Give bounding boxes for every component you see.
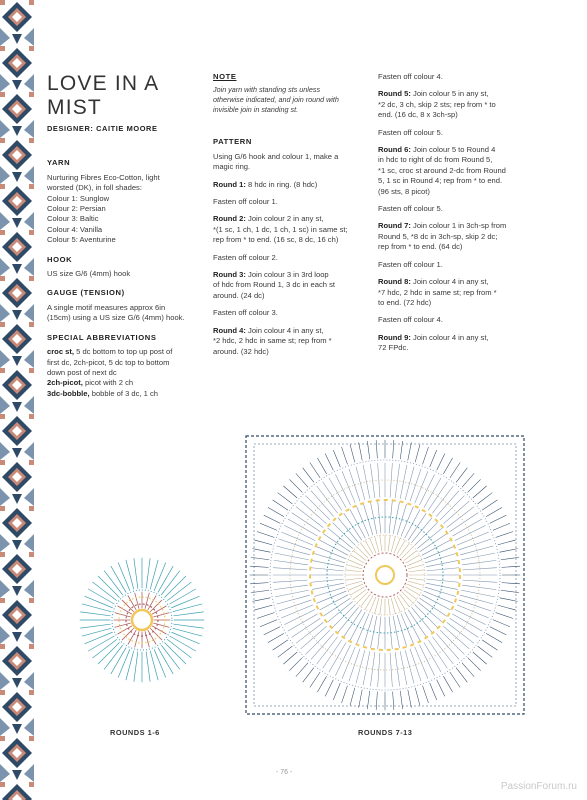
- note-text: [213, 85, 363, 115]
- round-text: Join colour 2 in any st,: [245, 214, 324, 224]
- stitch-stroke: [367, 691, 369, 709]
- round-1: [213, 180, 363, 190]
- stitch-stroke: [342, 472, 355, 503]
- stitch-stroke: [284, 652, 298, 664]
- stitch-stroke: [498, 540, 515, 545]
- round-line: *(1 sc, 1 ch, 1 dc, 1 ch, 1 sc) in same st;: [213, 224, 348, 234]
- stitch-stroke: [279, 539, 311, 550]
- stitch-stroke: [303, 668, 314, 682]
- round-line: in hdc to right of dc from Round 5,: [378, 155, 493, 165]
- stitch-stroke: [134, 559, 138, 589]
- stitch-stroke: [402, 592, 413, 603]
- stitch-stroke: [146, 652, 150, 682]
- stitch-stroke: [430, 683, 437, 700]
- yarn-colour-5: Colour 5: Aventurine: [47, 235, 116, 245]
- fasten-off: Fasten off colour 1.: [213, 197, 278, 207]
- round-line: end. (16 dc, 8 x 3ch-sp): [378, 110, 458, 120]
- stitch-stroke: [493, 523, 510, 530]
- center-ring: [132, 610, 152, 630]
- stitch-stroke: [419, 475, 434, 505]
- stitch-stroke: [349, 469, 360, 501]
- stitch-stroke: [424, 547, 454, 559]
- round-4: [213, 326, 363, 357]
- stitch-stroke: [350, 688, 355, 705]
- large-diagram-label: ROUNDS 7-13: [358, 728, 413, 737]
- fasten-off: Fasten off colour 5.: [378, 127, 443, 137]
- stitch-stroke: [401, 614, 413, 644]
- stitch-stroke: [268, 508, 284, 517]
- stitch-stroke: [478, 493, 492, 504]
- stitch-stroke: [364, 615, 373, 646]
- stitch-stroke: [333, 605, 356, 628]
- stitch-stroke: [170, 589, 196, 604]
- abbreviation-croc-st: [47, 347, 197, 357]
- round-line: *1 sc, croc st around 2-dc from Round: [378, 165, 506, 175]
- stitch-stroke: [409, 578, 425, 580]
- stitch-stroke: [361, 594, 371, 607]
- stitch-stroke: [456, 668, 467, 682]
- stitch-stroke: [353, 551, 366, 561]
- stitch-stroke: [437, 680, 445, 696]
- stitch-stroke: [395, 652, 399, 686]
- stitch-stroke: [363, 465, 370, 498]
- stitch-stroke: [376, 692, 377, 710]
- abbreviation-definition: first dc, 2ch-picot, 5 dc top to bottom: [47, 357, 170, 367]
- round-line: [213, 270, 363, 280]
- abbreviation-term: croc st,: [47, 347, 75, 357]
- stitch-stroke: [410, 469, 421, 501]
- stitch-stroke: [290, 658, 303, 671]
- note-line: invisible join in standing st.: [213, 105, 299, 115]
- yarn-colour-3: Colour 3: Baltic: [47, 214, 99, 224]
- stitch-stroke: [356, 650, 365, 683]
- stitch-stroke: [250, 566, 268, 567]
- yarn-colour-4: Colour 4: Vanilla: [47, 224, 103, 234]
- stitch-stroke: [424, 478, 441, 507]
- abbreviation-definition: picot with 2 ch: [82, 378, 134, 388]
- stitch-stroke: [264, 627, 280, 635]
- stitch-stroke: [444, 458, 453, 474]
- gauge-heading: GAUGE (TENSION): [47, 288, 125, 298]
- stitch-stroke: [367, 441, 369, 459]
- stitch-stroke: [401, 507, 413, 537]
- stitch-stroke: [462, 560, 496, 564]
- round-line: [378, 89, 536, 99]
- hook-heading: HOOK: [47, 254, 73, 264]
- stitch-stroke: [425, 587, 456, 596]
- stitch-stroke: [278, 493, 292, 504]
- round-label: Round 8:: [378, 277, 411, 287]
- stitch-stroke: [408, 690, 412, 708]
- round-text: Join colour 4 in any st,: [410, 332, 489, 342]
- round-line: rep from * to end. (64 dc): [378, 242, 463, 252]
- stitch-stroke: [444, 676, 453, 692]
- gauge-line: (15cm) using a US size G/6 (4mm) hook.: [47, 313, 185, 323]
- stitch-stroke: [329, 478, 346, 507]
- stitch-stroke: [154, 623, 169, 627]
- stitch-stroke: [88, 636, 114, 651]
- stitch-stroke: [253, 598, 271, 602]
- stitch-stroke: [146, 559, 150, 589]
- stitch-stroke: [115, 623, 130, 627]
- round-line: rep from * to end. (16 sc, 8 dc, 16 ch): [213, 235, 339, 245]
- round-text: Join colour 1 in 3ch-sp from: [410, 221, 507, 231]
- stitch-stroke: [415, 605, 438, 628]
- stitch-stroke: [457, 605, 488, 618]
- round-line: of hdc from Round 1, 3 dc in each st: [213, 280, 335, 290]
- yarn-line: worsted (DK), in foll shades:: [47, 183, 142, 193]
- stitch-stroke: [402, 547, 413, 558]
- round-line: [378, 145, 536, 155]
- fasten-off: Fasten off colour 5.: [378, 204, 443, 214]
- round-9: [378, 333, 536, 354]
- stitch-stroke: [404, 590, 417, 600]
- stitch-stroke: [408, 581, 423, 585]
- stitch-stroke: [490, 627, 506, 635]
- designer-credit: DESIGNER: CAITIE MOORE: [47, 124, 158, 133]
- stitch-stroke: [415, 445, 420, 462]
- abbreviation-definition: bobble of 3 dc, 1 ch: [89, 388, 159, 398]
- fasten-off: Fasten off colour 3.: [213, 308, 278, 318]
- yarn-heading: YARN: [47, 158, 71, 168]
- stitch-stroke: [424, 591, 454, 603]
- gauge-text: [47, 303, 197, 324]
- stitch-stroke: [257, 532, 274, 538]
- stitch-stroke: [486, 634, 502, 643]
- intro-line: Using G/6 hook and colour 1, make a: [213, 151, 339, 161]
- round-line: [378, 221, 536, 231]
- abbreviations-list: [47, 347, 197, 399]
- gauge-line: A single motif measures approx 6in: [47, 302, 166, 312]
- stitch-stroke: [277, 546, 310, 555]
- stitch-stroke: [456, 468, 467, 482]
- right-column: [378, 72, 536, 361]
- stitch-stroke: [415, 523, 438, 546]
- round-line: to end. (72 hdc): [378, 297, 432, 307]
- stitch-stroke: [250, 583, 268, 584]
- stitch-stroke: [408, 565, 423, 569]
- stitch-stroke: [318, 458, 327, 474]
- stitch-stroke: [397, 504, 406, 535]
- yarn-details: [47, 173, 197, 246]
- stitch-stroke: [430, 450, 437, 467]
- stitch-stroke: [314, 554, 345, 563]
- stitch-stroke: [342, 447, 348, 464]
- stitch-stroke: [423, 686, 429, 703]
- watermark: PassionForum.ru: [500, 781, 577, 792]
- round-label: Round 1:: [213, 179, 246, 189]
- stitch-stroke: [357, 614, 369, 644]
- stitch-stroke: [260, 620, 277, 627]
- stitch-stroke: [409, 570, 425, 572]
- pattern-intro: [213, 152, 363, 173]
- intro-line: magic ring.: [213, 162, 251, 172]
- stitch-stroke: [423, 447, 429, 464]
- stitch-stroke: [359, 443, 363, 461]
- stitch-stroke: [400, 441, 402, 459]
- hook-text: US size G/6 (4mm) hook: [47, 269, 131, 279]
- round-line: *2 hdc, 2 hdc in same st; rep from *: [213, 336, 332, 346]
- stitch-stroke: [88, 589, 114, 604]
- round-5: [378, 89, 536, 120]
- stitch-stroke: [388, 599, 390, 615]
- stitch-stroke: [134, 652, 138, 682]
- stitch-stroke: [498, 605, 515, 610]
- round-label: Round 7:: [378, 221, 411, 231]
- round-6: [378, 145, 536, 197]
- stitch-stroke: [502, 583, 520, 584]
- stitch-stroke: [318, 676, 327, 692]
- stitch-stroke: [285, 525, 315, 540]
- stitch-stroke: [375, 536, 379, 551]
- stitch-stroke: [346, 565, 361, 569]
- stitch-stroke: [285, 609, 315, 624]
- pattern-heading: PATTERN: [213, 137, 252, 147]
- stitch-stroke: [260, 523, 277, 530]
- stitch-stroke: [253, 549, 271, 553]
- stitch-stroke: [376, 440, 377, 458]
- round-3: [213, 270, 363, 301]
- round-line: 5, 1 sc in Round 4; rep from * to end.: [378, 176, 503, 186]
- stitch-stroke: [388, 535, 390, 551]
- note-heading: NOTE: [213, 72, 237, 81]
- stitch-stroke: [310, 463, 320, 478]
- round-text: Join colour 4 in any st,: [410, 277, 489, 287]
- stitch-stroke: [459, 600, 491, 611]
- stitch-stroke: [317, 591, 347, 603]
- stitch-stroke: [357, 507, 369, 537]
- abbreviations-heading: SPECIAL ABBREVIATIONS: [47, 332, 157, 342]
- stitch-stroke: [478, 646, 492, 657]
- stitch-stroke: [400, 691, 402, 709]
- stitch-stroke: [81, 612, 111, 616]
- stitch-stroke: [174, 612, 204, 616]
- round-label: Round 6:: [378, 145, 411, 155]
- center-motif-ring: [363, 553, 407, 597]
- stitch-stroke: [482, 640, 497, 650]
- stitch-stroke: [350, 445, 355, 462]
- stitch-stroke: [462, 663, 474, 677]
- stitch-stroke: [404, 551, 417, 561]
- stitch-stroke: [502, 566, 520, 567]
- stitch-stroke: [437, 454, 445, 470]
- note-line: otherwise indicated, and join round with: [213, 95, 339, 105]
- stitch-stroke: [361, 543, 371, 556]
- stitch-stroke: [333, 450, 340, 467]
- round-text: Join colour 3 in 3rd loop: [245, 270, 329, 280]
- stitch-stroke: [111, 566, 126, 592]
- stitch-stroke: [273, 500, 288, 510]
- stitch-stroke: [450, 463, 460, 478]
- fasten-off: Fasten off colour 4.: [378, 72, 443, 81]
- round-line: 72 FPdc.: [378, 343, 409, 353]
- yarn-line: Nurturing Fibres Eco-Cotton, light: [47, 172, 160, 182]
- fasten-off: Fasten off colour 4.: [378, 315, 443, 325]
- round-8: [378, 277, 536, 308]
- round-line: around. (32 hdc): [213, 346, 269, 356]
- round-line: *7 hdc, 2 hdc in same st; rep from *: [378, 287, 497, 297]
- stitch-stroke: [380, 535, 382, 551]
- round-line: (96 sts, 8 picot): [378, 186, 430, 196]
- center-ring: [376, 566, 394, 584]
- round-label: Round 9:: [378, 332, 411, 342]
- fasten-off: Fasten off colour 1.: [378, 259, 443, 269]
- abbreviation-definition: 5 dc bottom to top up post of: [74, 347, 173, 357]
- round-line: [213, 214, 363, 224]
- stitch-stroke: [359, 690, 363, 708]
- stitch-stroke: [400, 594, 410, 607]
- stitch-stroke: [255, 605, 272, 610]
- stitch-stroke: [111, 648, 126, 674]
- stitch-stroke: [357, 592, 368, 603]
- stitch-stroke: [353, 590, 366, 600]
- stitch-stroke: [482, 500, 497, 510]
- stitch-stroke: [453, 614, 482, 631]
- stitch-stroke: [375, 598, 379, 613]
- stitch-stroke: [356, 467, 365, 500]
- stitch-stroke: [170, 636, 196, 651]
- yarn-colour-2: Colour 2: Persian: [47, 204, 106, 214]
- stitch-stroke: [333, 683, 340, 700]
- stitch-stroke: [468, 480, 481, 493]
- round-label: Round 3:: [213, 270, 246, 280]
- round-label: Round 5:: [378, 89, 411, 99]
- stitch-stroke: [174, 624, 204, 628]
- stitch-stroke: [290, 480, 303, 493]
- yarn-colour-1: Colour 1: Sunglow: [47, 193, 110, 203]
- stitch-stroke: [296, 474, 308, 488]
- round-line: Round 5, *8 dc in 3ch-sp, skip 2 dc;: [378, 231, 498, 241]
- stitch-stroke: [158, 648, 173, 674]
- round-2: [213, 214, 363, 245]
- stitch-stroke: [288, 614, 317, 631]
- stitch-stroke: [408, 443, 412, 461]
- stitch-stroke: [268, 634, 284, 643]
- stitch-stroke: [496, 613, 513, 619]
- stitch-stroke: [296, 663, 308, 677]
- stitch-stroke: [393, 692, 394, 710]
- stitch-stroke: [333, 523, 356, 546]
- stitch-stroke: [275, 553, 308, 560]
- stitch-stroke: [405, 650, 414, 683]
- round-label: Round 2:: [213, 214, 246, 224]
- stitch-stroke: [279, 600, 311, 611]
- stitch-stroke: [273, 640, 288, 650]
- stitch-stroke: [325, 454, 333, 470]
- stitch-stroke: [486, 508, 502, 517]
- abbreviation-term: 2ch-picot,: [47, 378, 83, 388]
- stitch-stroke: [317, 547, 347, 559]
- small-crochet-diagram: [62, 540, 222, 700]
- round-text: Join colour 4 in any st,: [245, 325, 324, 335]
- stitch-stroke: [490, 515, 506, 523]
- middle-column: [213, 72, 363, 364]
- round-line: *2 dc, 3 ch, skip 2 sts; rep from * to: [378, 99, 496, 109]
- stitch-stroke: [500, 549, 518, 553]
- stitch-stroke: [473, 486, 487, 498]
- abbreviation-definition: down post of next dc: [47, 367, 117, 377]
- stitch-stroke: [391, 536, 395, 551]
- page-number: - 76 -: [276, 769, 293, 776]
- stitch-stroke: [496, 532, 513, 538]
- stitch-stroke: [335, 475, 350, 505]
- stitch-stroke: [400, 543, 410, 556]
- stitch-stroke: [357, 547, 368, 558]
- round-text: 8 hdc in ring. (8 hdc): [245, 179, 318, 189]
- stitch-stroke: [380, 599, 382, 615]
- round-7: [378, 221, 536, 252]
- stitch-stroke: [468, 658, 481, 671]
- stitch-stroke: [81, 624, 111, 628]
- abbreviation-3dc-bobble: [47, 389, 197, 399]
- stitch-stroke: [255, 540, 272, 545]
- round-line: [378, 277, 536, 287]
- stitch-stroke: [257, 613, 274, 619]
- stitch-stroke: [455, 609, 485, 624]
- stitch-stroke: [303, 468, 314, 482]
- stitch-stroke: [391, 598, 395, 613]
- pattern-title: LOVE IN A MIST: [47, 72, 159, 119]
- abbreviation-2ch-picot: [47, 378, 197, 388]
- stitch-stroke: [158, 566, 173, 592]
- stitch-stroke: [345, 578, 361, 580]
- round-line: [378, 333, 536, 343]
- left-column: [47, 72, 197, 399]
- stitch-stroke: [264, 515, 280, 523]
- note-line: Join yarn with standing sts unless: [213, 85, 321, 95]
- stitch-stroke: [325, 680, 333, 696]
- stitch-stroke: [278, 646, 292, 657]
- stitch-stroke: [450, 672, 460, 687]
- large-crochet-diagram: [240, 430, 530, 720]
- stitch-stroke: [282, 605, 313, 618]
- decorative-border-strip: [0, 0, 34, 800]
- abbreviation-term: 3dc-bobble,: [47, 388, 90, 398]
- stitch-stroke: [310, 672, 320, 687]
- stitch-stroke: [493, 620, 510, 627]
- stitch-stroke: [393, 440, 394, 458]
- round-line: [213, 326, 363, 336]
- stitch-stroke: [500, 598, 518, 602]
- stitch-stroke: [415, 472, 428, 503]
- stitch-stroke: [288, 519, 317, 536]
- stitch-stroke: [346, 581, 361, 585]
- round-text: Join colour 5 to Round 4: [410, 145, 496, 155]
- fasten-off: Fasten off colour 2.: [213, 252, 278, 262]
- stitch-stroke: [342, 686, 348, 703]
- stitch-stroke: [135, 593, 139, 608]
- small-diagram-label: ROUNDS 1-6: [110, 728, 160, 737]
- stitch-stroke: [415, 688, 420, 705]
- stitch-stroke: [282, 532, 313, 545]
- stitch-stroke: [345, 570, 361, 572]
- round-text: Join colour 5 in any st,: [410, 89, 489, 99]
- stitch-stroke: [145, 593, 149, 608]
- round-label: Round 4:: [213, 325, 246, 335]
- stitch-stroke: [473, 652, 487, 664]
- round-line: around. (24 dc): [213, 290, 265, 300]
- stitch-stroke: [462, 474, 474, 488]
- stitch-stroke: [284, 486, 298, 498]
